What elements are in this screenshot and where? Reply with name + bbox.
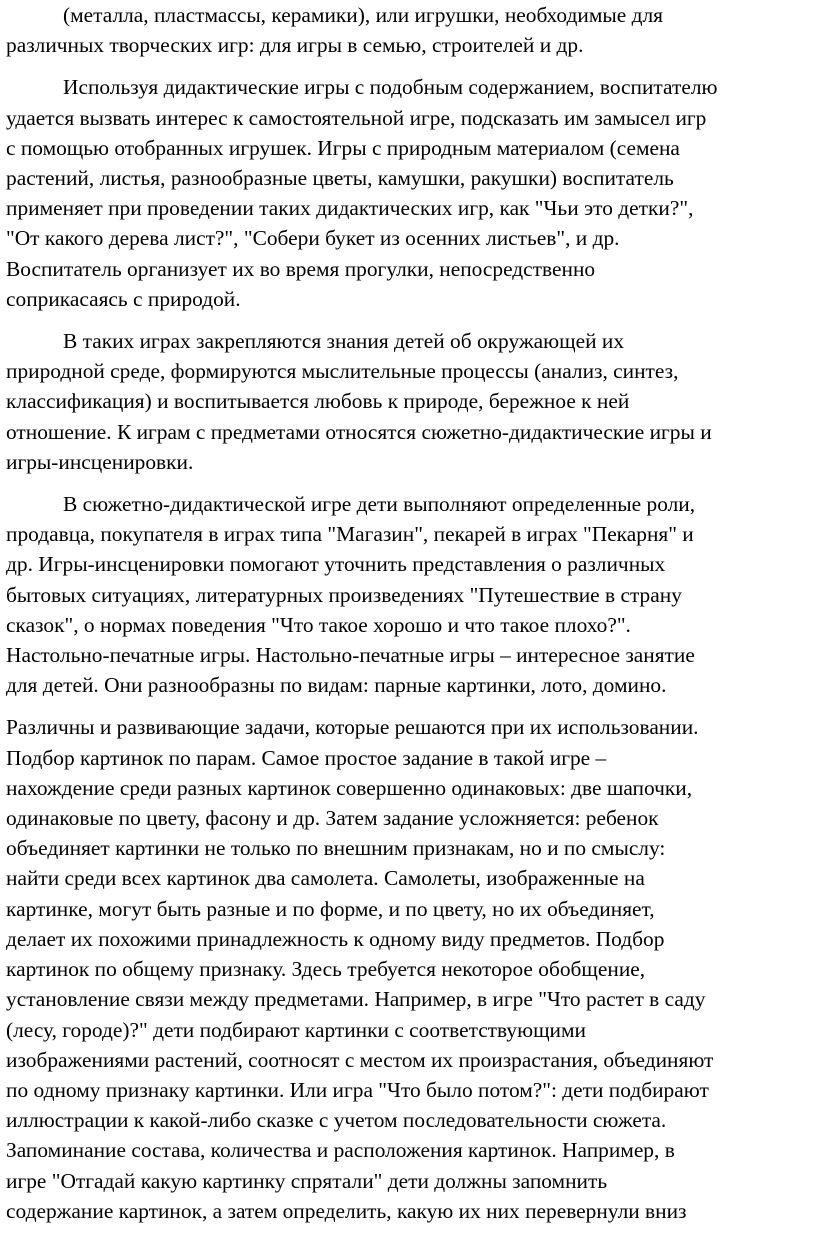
paragraph-4-line-1: В сюжетно-дидактической игре дети выполняют определенные роли, xyxy=(63,492,696,517)
paragraph-4-line-6: Настольно-печатные игры. Настольно-печатные игры – интересное занятие xyxy=(6,643,695,668)
paragraph-2-line-3: с помощью отобранных игрушек. Игры с природным материалом (семена xyxy=(6,135,680,160)
document-page xyxy=(6,0,811,1226)
paragraph-3-line-5: игры-инсценировки. xyxy=(6,449,194,474)
paragraph-2-line-1: Используя дидактические игры с подобным содержанием, воспитателю xyxy=(63,75,718,100)
paragraph-5-line-9: картинок по общему признаку. Здесь требуется некоторое обобщение, xyxy=(6,957,646,982)
paragraph-5-line-17: содержание картинок, а затем определить, какую их них перевернули вниз xyxy=(6,1198,687,1223)
paragraph-4-line-4: бытовых ситуациях, литературных произведениях "Путешествие в страну xyxy=(6,582,682,607)
paragraph-5-line-1: Различны и развивающие задачи, которые решаются при их использовании. xyxy=(6,715,699,740)
paragraph-2-line-7: Воспитатель организует их во время прогулки, непосредственно xyxy=(6,256,596,281)
paragraph-5-line-10: установление связи между предметами. Например, в игре "Что растет в саду xyxy=(6,987,706,1012)
paragraph-2-line-4: растений, листья, разнообразные цветы, камушки, ракушки) воспитатель xyxy=(6,166,674,191)
paragraph-2-line-5: применяет при проведении таких дидактических игр, как "Чьи это детки?", xyxy=(6,196,694,221)
paragraph-1-line-2: различных творческих игр: для игры в семью, строителей и др. xyxy=(6,33,584,58)
paragraph-4-line-7: для детей. Они разнообразны по видам: парные картинки, лото, домино. xyxy=(6,673,667,698)
paragraph-5-line-7: картинке, могут быть разные и по форме, и по цвету, но их объединяет, xyxy=(6,896,655,921)
paragraph-3-line-2: природной среде, формируются мыслительные процессы (анализ, синтез, xyxy=(6,359,679,384)
paragraph-1-line-1: (металла, пластмассы, керамики), или игрушки, необходимые для xyxy=(63,3,663,27)
paragraph-5-line-12: изображениями растений, соотносят с местом их произрастания, объединяют xyxy=(6,1047,714,1072)
paragraph-5-line-13: по одному признаку картинки. Или игра "Что было потом?": дети подбирают xyxy=(6,1077,709,1102)
paragraph-5-line-11: (лесу, городе)?" дети подбирают картинки с соответствующими xyxy=(6,1017,586,1042)
paragraph-4 xyxy=(6,489,811,700)
paragraph-5-line-8: делает их похожими принадлежность к одному виду предметов. Подбор xyxy=(6,926,665,951)
paragraph-3 xyxy=(6,326,811,477)
paragraph-4-line-2: продавца, покупателя в играх типа "Магазин", пекарей в играх "Пекарня" и xyxy=(6,522,694,547)
paragraph-3-line-4: отношение. К играм с предметами относятся сюжетно-дидактические игры и xyxy=(6,419,712,444)
paragraph-2 xyxy=(6,72,811,314)
paragraph-2-line-6: "От какого дерева лист?", "Собери букет из осенних листьев", и др. xyxy=(6,226,620,251)
paragraph-2-line-2: удается вызвать интерес к самостоятельной игре, подсказать им замысел игр xyxy=(6,105,707,130)
paragraph-2-line-8: соприкасаясь с природой. xyxy=(6,286,241,311)
paragraph-5-line-14: иллюстрации к какой-либо сказке с учетом последовательности сюжета. xyxy=(6,1108,667,1133)
paragraph-1 xyxy=(6,0,811,60)
paragraph-3-line-1: В таких играх закрепляются знания детей об окружающей их xyxy=(63,329,625,354)
paragraph-5-line-16: игре "Отгадай какую картинку спрятали" дети должны запомнить xyxy=(6,1168,608,1193)
paragraph-3-line-3: классификация) и воспитывается любовь к природе, бережное к ней xyxy=(6,389,630,414)
paragraph-5-line-3: нахождение среди разных картинок совершенно одинаковых: две шапочки, xyxy=(6,775,693,800)
paragraph-5-line-6: найти среди всех картинок два самолета. Самолеты, изображенные на xyxy=(6,866,645,891)
paragraph-5 xyxy=(6,712,811,1225)
paragraph-5-line-4: одинаковые по цвету, фасону и др. Затем задание усложняется: ребенок xyxy=(6,806,659,831)
paragraph-5-line-2: Подбор картинок по парам. Самое простое задание в такой игре – xyxy=(6,745,607,770)
paragraph-5-line-5: объединяет картинки не только по внешним признакам, но и по смыслу: xyxy=(6,836,666,861)
paragraph-4-line-5: сказок", о нормах поведения "Что такое хорошо и что такое плохо?". xyxy=(6,612,631,637)
paragraph-5-line-15: Запоминание состава, количества и расположения картинок. Например, в xyxy=(6,1138,675,1163)
paragraph-4-line-3: др. Игры-инсценировки помогают уточнить представления о различных xyxy=(6,552,666,577)
